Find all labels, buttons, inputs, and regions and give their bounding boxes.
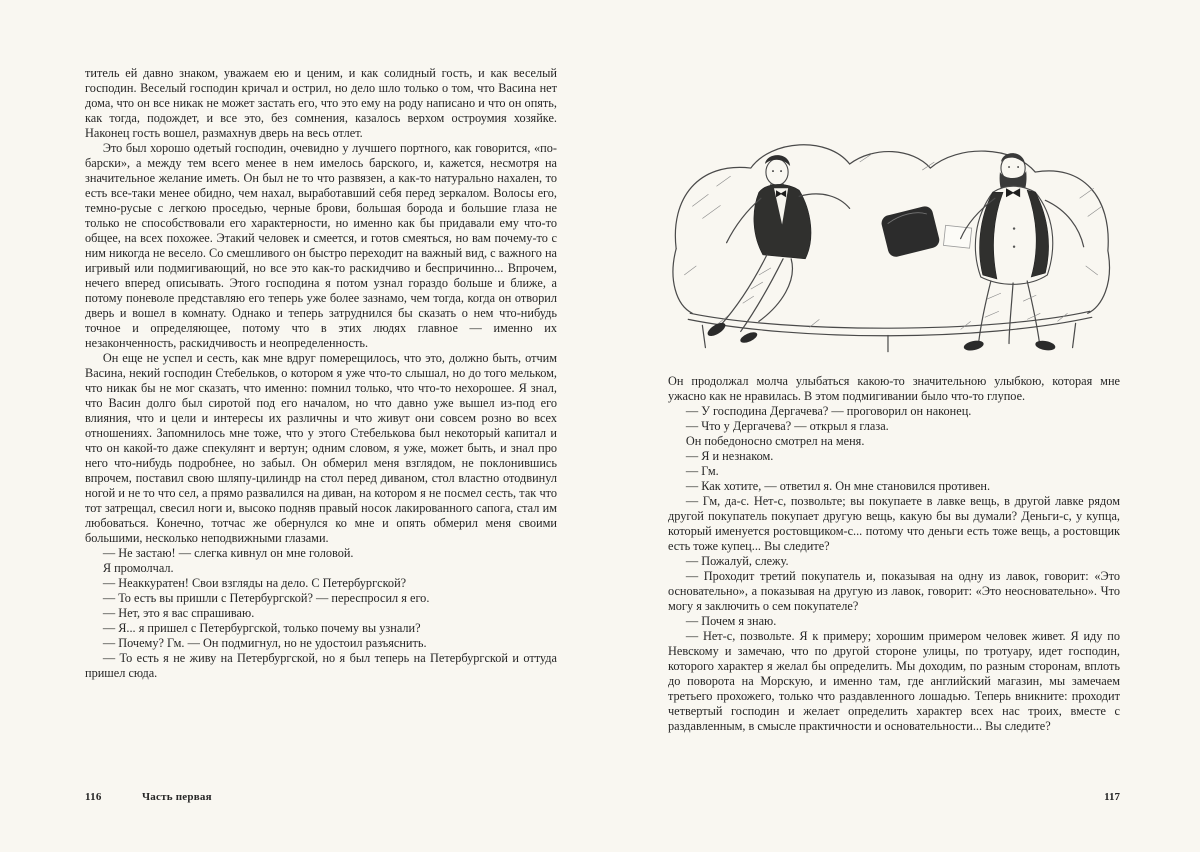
- dialogue-line: — Я и незнаком.: [685, 449, 774, 463]
- paper-card: [943, 225, 971, 248]
- dialogue-line: — Я... я пришел с Петербургской, только почему вы узнали?: [102, 621, 421, 635]
- right-page-footer: [668, 791, 1120, 803]
- dialogue-line: — Пожалуй, слежу.: [685, 554, 789, 568]
- paragraph: титель ей давно знаком, уважаем ею и ценим, и как солидный гость, и как веселый господин. Веселый господин кричал и острил, но дело шло только о том, что Васина нет дома, что он все никак не может застать его, что это ему на роду написано и что он опять, как тогда, подождет, и все это, без сомнения, казалось верхом остроумия хозяйке. Наконец гость вошел, размахнув дверь на весь отлет.: [85, 66, 557, 140]
- illustration-two-men-on-sofa: [658, 76, 1122, 366]
- dialogue-line: — Гм.: [685, 464, 719, 478]
- page-number-left: 116: [85, 791, 102, 803]
- page-number-right: 117: [1104, 791, 1120, 803]
- paragraph: Он еще не успел и сесть, как мне вдруг померещилось, что это, должно быть, отчим Васина, некий господин Стебельков, о котором я уже что-то слышал, но до того мельком, что никак бы не мог сказать, что именно: помнил только, что что-то нехорошее. Я знал, что Васин долго был сиротой под его началом, но что давно уже вышел из-под его влияния, что и цели и интересы их различны и что живут они совсем розно во всех отношениях. Запомнилось мне тоже, что у этого Стебелькова был некоторый капитал и что он какой-то даже спекулянт и вертун; одним словом, я уже, может быть, и знал про него что-нибудь подробнее, но забыл. Он обмерил меня взглядом, не поклонившись впрочем, поставил свою шляпу-цилиндр на стол перед диваном, стол властно отодвинул ногой и не то что сел, а прямо развалился на диван, на котором я не посмел сесть, так что тот затрещал, свесил ноги и, высоко подняв правый носок лакированного сапога, стал им любоваться. Конечно, тотчас же обернулся ко мне и опять обмерил меня своими большими, несколько неподвижными глазами.: [85, 351, 557, 545]
- dialogue-line: — Как хотите, — ответил я. Он мне становился противен.: [685, 479, 991, 493]
- paragraph: Я промолчал.: [102, 561, 174, 575]
- part-footer-label: Часть первая: [141, 791, 212, 803]
- dialogue-line: — У господина Дергачева? — проговорил он наконец.: [685, 404, 972, 418]
- dialogue-line: — Проходит третий покупатель и, показывая на одну из лавок, говорит: «Это основательно», а показывая на другую из лавок, говорит: «Это неосновательно». Что могу я заключить о сем покупателе?: [668, 569, 1120, 613]
- dialogue-line: — Что у Дергачева? — открыл я глаза.: [685, 419, 889, 433]
- left-page-footer: [85, 791, 212, 803]
- paragraph: Он продолжал молча улыбаться какою-то значительною улыбкою, которая мне ужасно как не нравилась. В этом подмигивании было что-то глупое.: [668, 374, 1120, 403]
- left-page-text: [85, 66, 557, 681]
- dialogue-line: — То есть вы пришли с Петербургской? — переспросил я его.: [102, 591, 430, 605]
- dialogue-line: — Нет, это я вас спрашиваю.: [102, 606, 255, 620]
- pillow: [880, 205, 941, 259]
- paragraph: Это был хорошо одетый господин, очевидно у лучшего портного, как говорится, «по-барски», а между тем всего менее в нем имелось барского, и, кажется, несмотря на значительное желание иметь. Он был не то что развязен, а как-то натурально нахален, то есть все-таки менее обидно, чем нахал, выработавший себя перед зеркалом. Волосы его, темно-русые с легкою проседью, черные брови, большая борода и большие глаза не только не способствовали его характерности, но именно как бы придавали ему что-то общее, на всех похожее. Этакий человек и смеется, и готов смеяться, но вам почему-то с ним никогда не весело. Со смешливого он быстро переходит на важный вид, с важного на игривый или подмигивающий, но все это как-то раскидчиво и беспричинно... Впрочем, нечего вперед описывать. Этого господина я потом узнал гораздо больше и ближе, а потому поневоле представляю его теперь уже более зазнамо, чем тогда, когда он отворил дверь и вошел в комнату. Однако и теперь затруднился бы сказать о нем что-нибудь точное и определяющее, потому что в этих людях главное — именно их незаконченность, раскидчивость и неопределенность.: [85, 141, 557, 350]
- dialogue-line: — Гм, да-с. Нет-с, позвольте; вы покупаете в лавке вещь, в другой лавке рядом другой покупатель покупает другую вещь, какую бы вы думали? Деньги-с, у купца, который именуется ростовщиком-с... потому что деньги есть тоже вещь, а ростовщик есть тоже купец... Вы следите?: [668, 494, 1120, 553]
- paragraph: Он победоносно смотрел на меня.: [685, 434, 865, 448]
- dialogue-line: — То есть я не живу на Петербургской, но я был теперь на Петербургской и оттуда пришел сюда.: [85, 651, 557, 680]
- dialogue-line: — Почем я знаю.: [685, 614, 777, 628]
- right-page-text: [668, 374, 1120, 734]
- dialogue-line: — Почему? Гм. — Он подмигнул, но не удостоил разъяснить.: [102, 636, 427, 650]
- dialogue-line: — Не застаю! — слегка кивнул он мне головой.: [102, 546, 354, 560]
- dialogue-line: — Нет-с, позвольте. Я к примеру; хорошим примером человек живет. Я иду по Невскому и замечаю, что по другой стороне улицы, по тротуару, идет господин, которого характер я желал бы определить. Мы доходим, по разным сторонам, вплоть до поворота на Морскую, и именно там, где английский магазин, мы замечаем третьего прохожего, только что раздавленного лошадью. Теперь вникните: проходит четвертый господин и желает определить характер всех нас троих, вместе с раздавленным, в смысле практичности и основательности... Вы следите?: [668, 629, 1120, 733]
- dialogue-line: — Неаккуратен! Свои взгляды на дело. С Петербургской?: [102, 576, 407, 590]
